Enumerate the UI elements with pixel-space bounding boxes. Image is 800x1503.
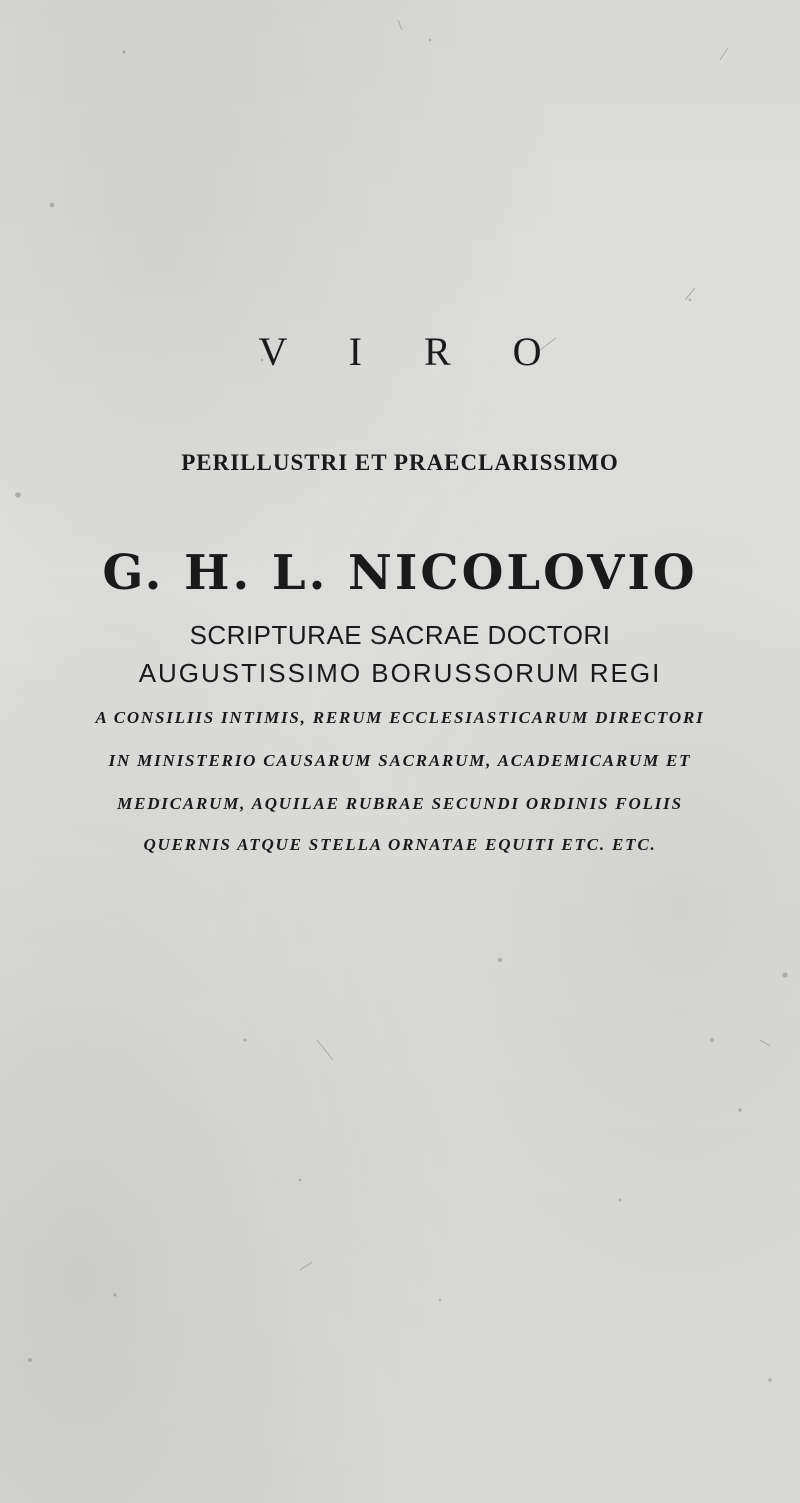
dedicatee-detail-line: MEDICARUM, AQUILAE RUBRAE SECUNDI ORDINIS FOLIIS xyxy=(117,794,683,813)
dedicatee-name: G. H. L. NICOLOVIO xyxy=(102,545,698,601)
dedication-epithet: PERILLUSTRI ET PRAECLARISSIMO xyxy=(181,450,619,475)
dedicatee-detail-line: IN MINISTERIO CAUSARUM SACRARUM, ACADEMICARUM ET xyxy=(108,751,692,770)
dedicatee-detail-line: A CONSILIIS INTIMIS, RERUM ECCLESIASTICARUM DIRECTORI xyxy=(95,708,705,727)
dedicatee-detail-line: QUERNIS ATQUE STELLA ORNATAE EQUITI ETC. ETC. xyxy=(143,835,657,854)
dedication-heading: V I R O xyxy=(258,329,568,374)
dedicatee-title-regi: AUGUSTISSIMO BORUSSORUM REGI xyxy=(138,658,662,688)
dedicatee-title-doctor: SCRIPTURAE SACRAE DOCTORI xyxy=(189,620,611,650)
